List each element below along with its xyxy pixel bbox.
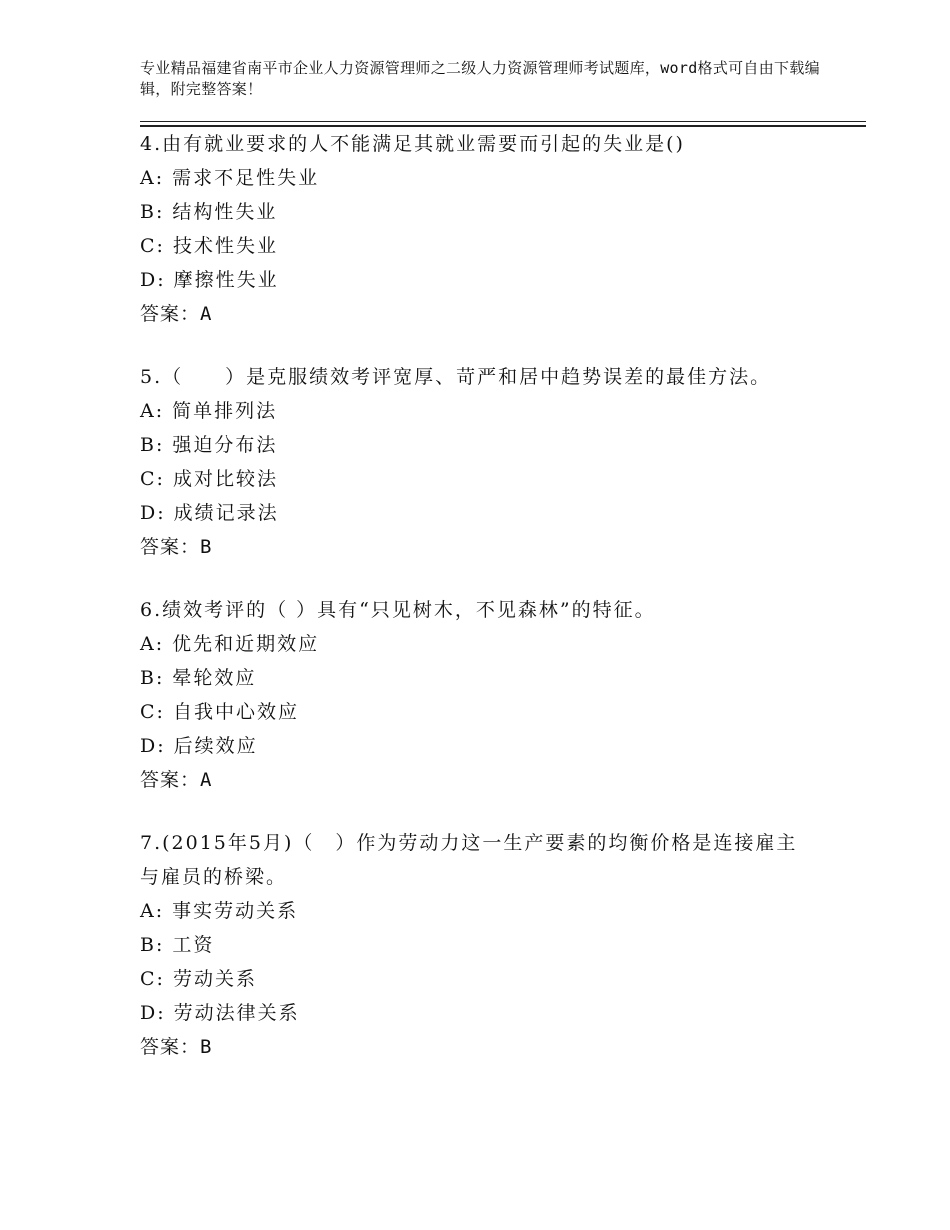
option-a: A: 简单排列法 (140, 400, 278, 422)
answer-line (140, 297, 840, 331)
question-4 (140, 127, 840, 331)
option-c: C: 自我中心效应 (140, 701, 299, 723)
option-a: A: 事实劳动关系 (140, 900, 299, 922)
option-b: B: 强迫分布法 (140, 434, 278, 456)
option-a: A: 优先和近期效应 (140, 633, 320, 655)
option-a: A: 需求不足性失业 (140, 167, 320, 189)
option-d: D: 后续效应 (140, 735, 258, 757)
question-text: 6.绩效考评的（ ）具有“只见树木，不见森林”的特征。 (140, 599, 656, 621)
option-b: B: 工资 (140, 934, 215, 956)
answer-label: 答案： (140, 303, 201, 325)
option-c: C: 技术性失业 (140, 235, 278, 257)
answer-value: A (200, 303, 213, 325)
option-c: C: 劳动关系 (140, 968, 257, 990)
option-d: D: 劳动法律关系 (140, 1002, 300, 1024)
answer-line (140, 530, 840, 564)
question-list (140, 127, 840, 1093)
answer-label: 答案： (140, 536, 201, 558)
answer-value: A (200, 769, 213, 791)
document-header: 专业精品福建省南平市企业人力资源管理师之二级人力资源管理师考试题库，word格式可自由下载编辑，附完整答案！ (140, 59, 820, 98)
question-6 (140, 593, 840, 797)
option-b: B: 结构性失业 (140, 201, 278, 223)
answer-label: 答案： (140, 1036, 201, 1058)
question-5 (140, 360, 840, 564)
answer-value: B (200, 536, 213, 558)
option-d: D: 摩擦性失业 (140, 269, 279, 291)
answer-line (140, 1030, 840, 1064)
answer-value: B (200, 1036, 213, 1058)
question-7 (140, 826, 840, 1064)
header-rule-thin (140, 121, 866, 122)
option-c: C: 成对比较法 (140, 468, 278, 490)
question-text: 4.由有就业要求的人不能满足其就业需要而引起的失业是() (140, 133, 685, 155)
question-text: 7.(2015年5月)（ ）作为劳动力这一生产要素的均衡价格是连接雇主与雇员的桥梁。 (140, 832, 798, 888)
question-text: 5.（ ）是克服绩效考评宽厚、苛严和居中趋势误差的最佳方法。 (140, 366, 772, 388)
answer-label: 答案： (140, 769, 201, 791)
option-b: B: 晕轮效应 (140, 667, 257, 689)
answer-line (140, 763, 840, 797)
option-d: D: 成绩记录法 (140, 502, 279, 524)
